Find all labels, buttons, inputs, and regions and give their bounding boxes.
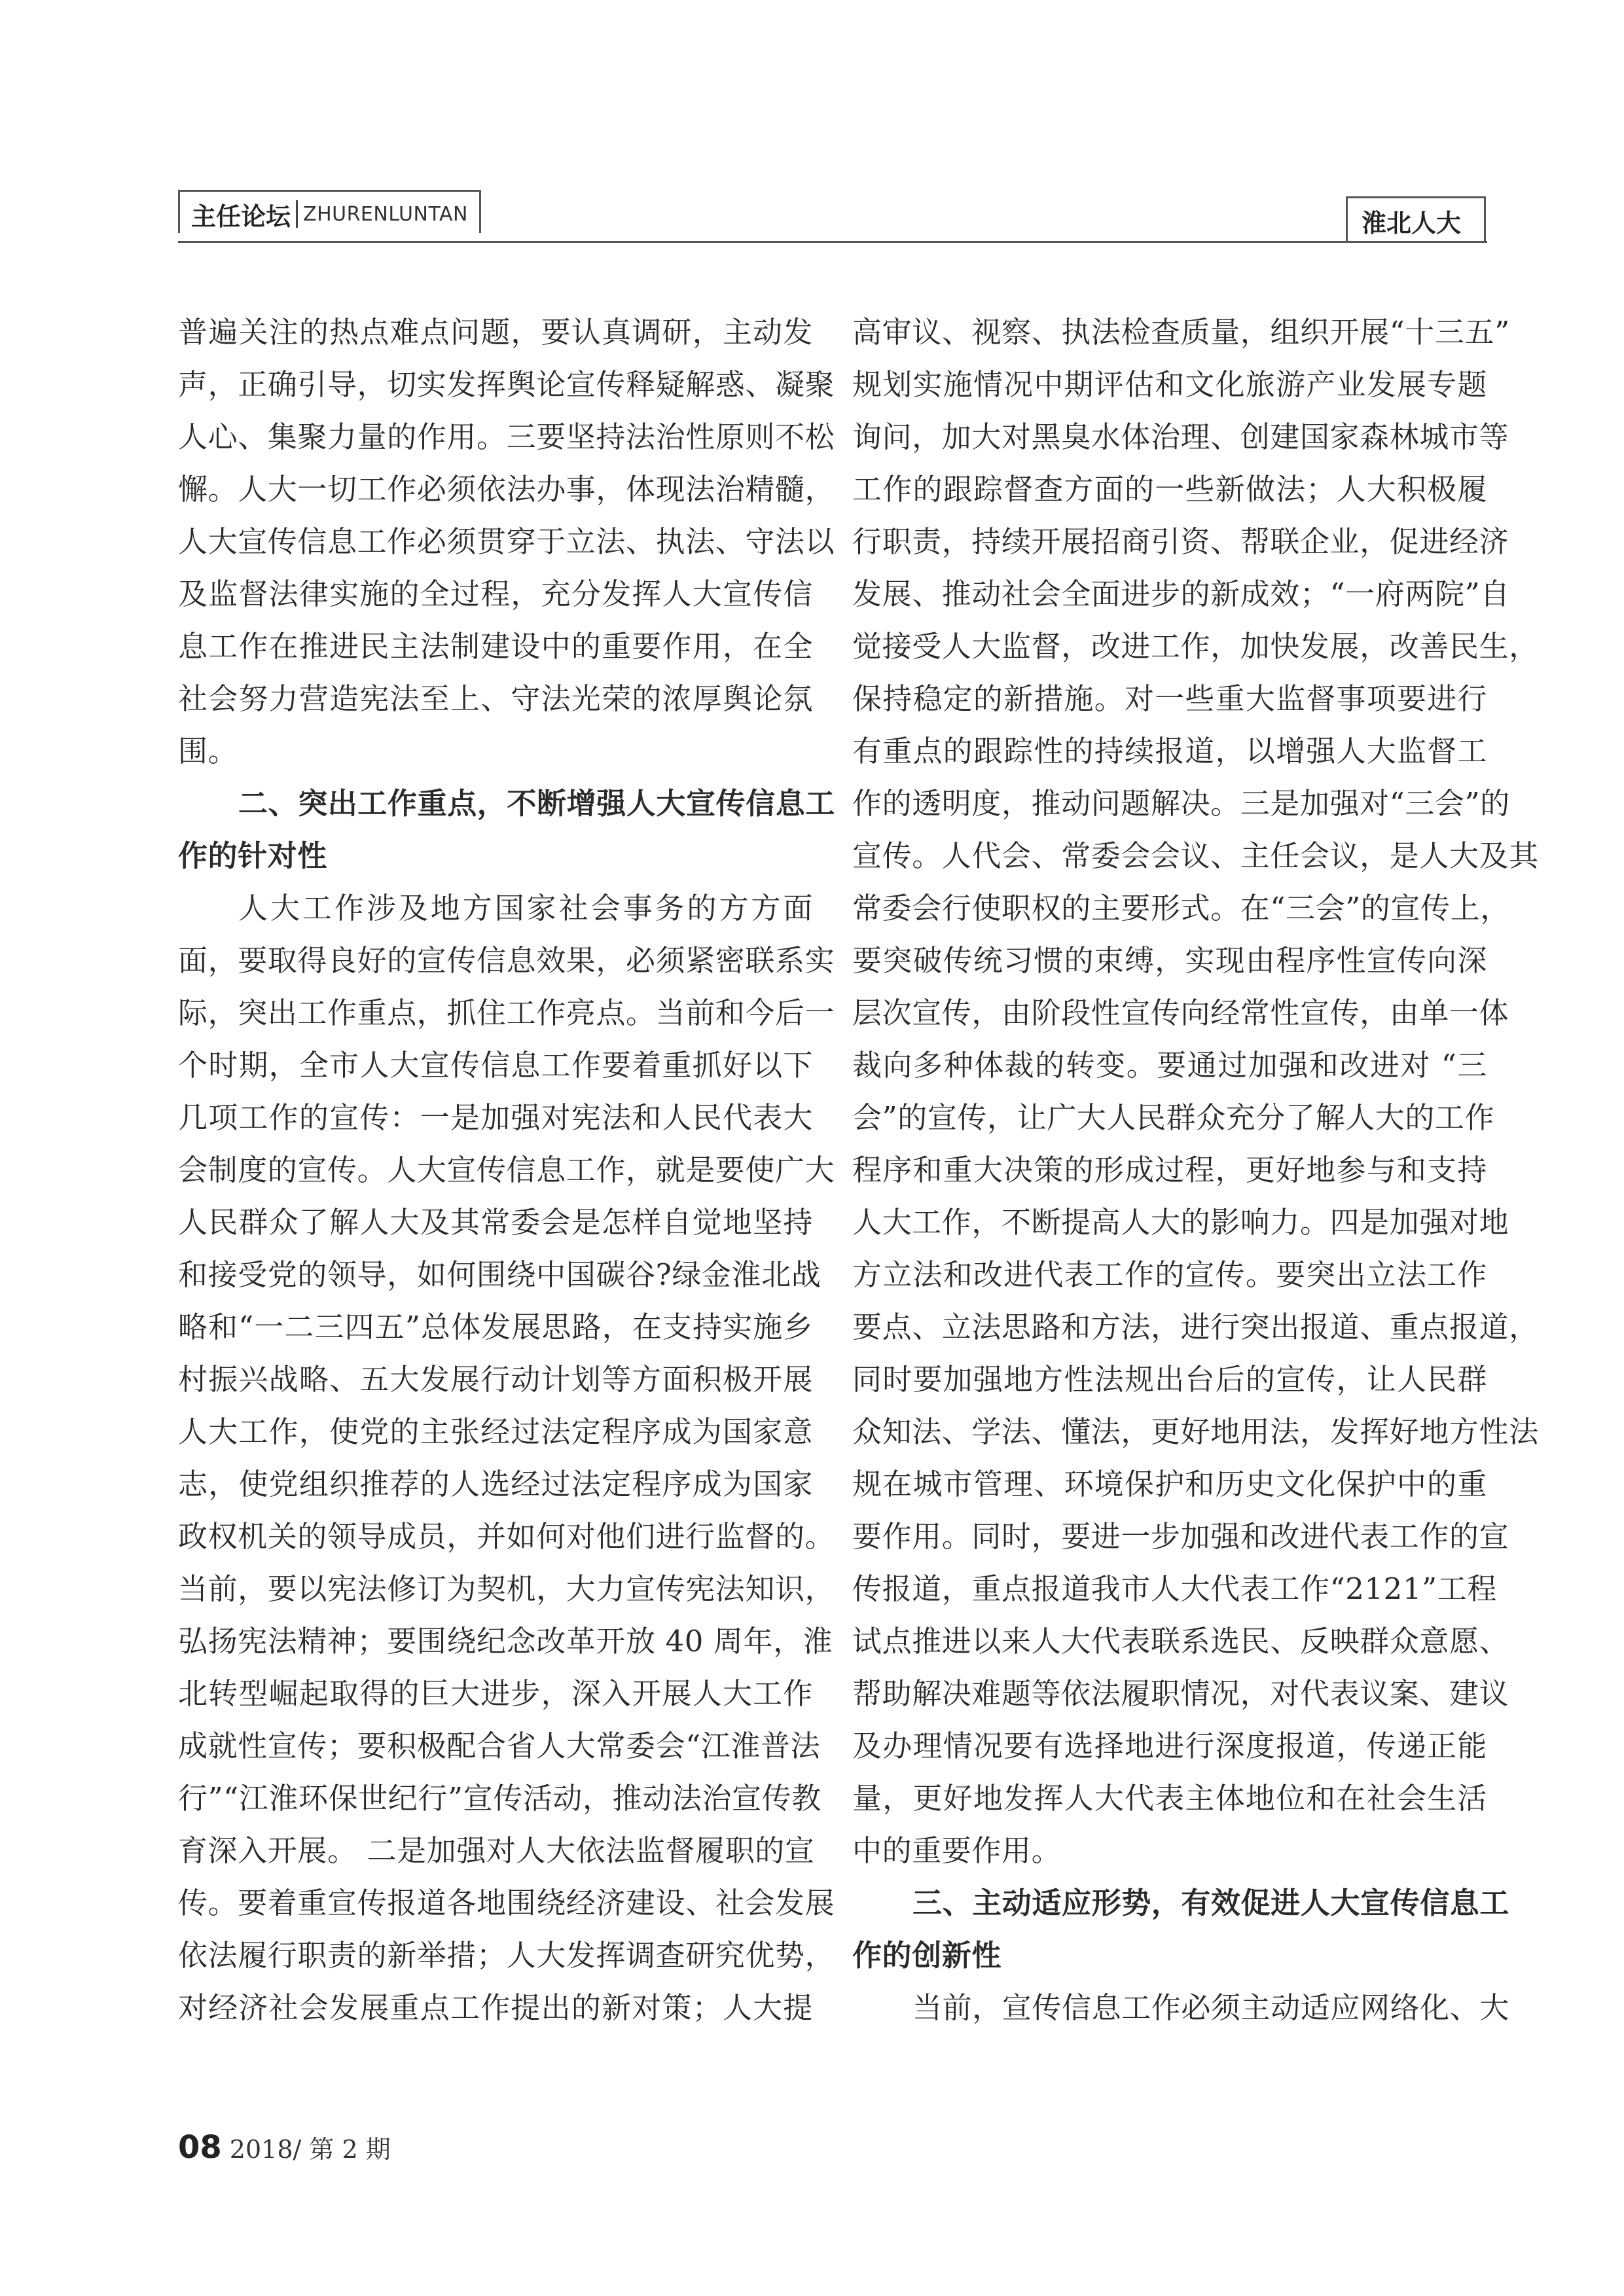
header-section-label — [191, 191, 468, 237]
text-line: 裁向多种体裁的转变。要通过加强和改进对 “三 — [852, 1048, 1487, 1083]
text-line: 要作用。同时，要进一步加强和改进代表工作的宣 — [852, 1519, 1509, 1554]
section-title-en: ZHURENLUNTAN — [303, 202, 468, 226]
text-line: 际，突出工作重点，抓住工作亮点。当前和今后一 — [178, 996, 835, 1030]
text-line: 弘扬宪法精神；要围绕纪念改革开放 40 周年，淮 — [178, 1624, 833, 1659]
section-heading: 作的创新性 — [852, 1938, 1002, 1973]
text-line: 传。要着重宣传报道各地围绕经济建设、社会发展 — [178, 1886, 835, 1920]
text-line: 询问，加大对黑臭水体治理、创建国家森林城市等 — [852, 420, 1509, 454]
text-line: 成就性宣传；要积极配合省人大常委会“江淮普法 — [178, 1729, 821, 1763]
text-line: 和接受党的领导，如何围绕中国碳谷?绿金淮北战 — [178, 1257, 821, 1292]
text-line: 人大宣传信息工作必须贯穿于立法、执法、守法以 — [178, 524, 835, 559]
text-line: 政权机关的领导成员，并如何对他们进行监督的。 — [178, 1519, 835, 1554]
right-column — [852, 306, 1539, 2034]
text-line: 社会努力营造宪法至上、守法光荣的浓厚舆论氛 — [178, 681, 813, 716]
text-line: 育深入开展。 二是加强对人大依法监督履职的宣 — [178, 1833, 815, 1868]
text-line: 息工作在推进民主法制建设中的重要作用，在全 — [178, 629, 813, 664]
text-line: 工作的跟踪督查方面的一些新做法；人大积极履 — [852, 472, 1487, 507]
text-line: 觉接受人大监督，改进工作，加快发展，改善民生， — [852, 629, 1539, 664]
text-line: 普遍关注的热点难点问题，要认真调研，主动发 — [178, 315, 813, 350]
text-line: 会”的宣传，让广大人民群众充分了解人大的工作 — [852, 1100, 1495, 1135]
text-line: 依法履行职责的新举措；人大发挥调查研究优势， — [178, 1938, 835, 1973]
text-line: 传报道，重点报道我市人大代表工作“2121”工程 — [852, 1571, 1497, 1606]
section-heading: 三、主动适应形势，有效促进人大宣传信息工 — [912, 1886, 1510, 1920]
text-line: 行职责，持续开展招商引资、帮联企业，促进经济 — [852, 524, 1509, 559]
text-line: 层次宣传，由阶段性宣传向经常性宣传，由单一体 — [852, 996, 1509, 1030]
text-line: 帮助解决难题等依法履职情况，对代表议案、建议 — [852, 1676, 1509, 1711]
left-column — [178, 306, 836, 2034]
text-line: 常委会行使职权的主要形式。在“三会”的宣传上， — [852, 891, 1510, 925]
text-line: 规在城市管理、环境保护和历史文化保护中的重 — [852, 1467, 1487, 1501]
text-line: 声，正确引导，切实发挥舆论宣传释疑解惑、凝聚 — [178, 367, 835, 402]
text-line: 几项工作的宣传：一是加强对宪法和人民代表大 — [178, 1100, 813, 1135]
issue-label: 2018/ 第 2 期 — [229, 2135, 391, 2164]
text-line: 会制度的宣传。人大宣传信息工作，就是要使广大 — [178, 1153, 835, 1187]
text-line: 当前，宣传信息工作必须主动适应网络化、大 — [912, 1990, 1510, 2025]
text-line: 围。 — [178, 734, 238, 768]
publication-name: 淮北人大 — [1362, 209, 1462, 238]
text-line: 试点推进以来人大代表联系选民、反映群众意愿、 — [852, 1624, 1509, 1659]
text-line: 人心、集聚力量的作用。三要坚持法治性原则不松 — [178, 420, 835, 454]
text-line: 及监督法律实施的全过程，充分发挥人大宣传信 — [178, 577, 813, 611]
text-line: 发展、推动社会全面进步的新成效；“一府两院”自 — [852, 577, 1510, 611]
text-line: 要突破传统习惯的束缚，实现由程序性宣传向深 — [852, 943, 1487, 978]
text-line: 人大工作，使党的主张经过法定程序成为国家意 — [178, 1414, 813, 1449]
text-line: 略和“一二三四五”总体发展思路，在支持实施乡 — [178, 1310, 813, 1344]
text-line: 保持稳定的新措施。对一些重大监督事项要进行 — [852, 681, 1487, 716]
text-line: 村振兴战略、五大发展行动计划等方面积极开展 — [178, 1362, 813, 1397]
text-line: 方立法和改进代表工作的宣传。要突出立法工作 — [852, 1257, 1487, 1292]
page-footer — [178, 2129, 391, 2166]
text-line: 高审议、视察、执法检查质量，组织开展“十三五” — [852, 315, 1510, 350]
text-line: 当前，要以宪法修订为契机，大力宣传宪法知识， — [178, 1571, 835, 1606]
page-number: 08 — [178, 2129, 222, 2166]
text-line: 志，使党组织推荐的人选经过法定程序成为国家 — [178, 1467, 813, 1501]
section-title-cn: 主任论坛 — [191, 202, 291, 231]
text-line: 宣传。人代会、常委会会议、主任会议，是人大及其 — [852, 838, 1539, 873]
text-line: 人大工作，不断提高人大的影响力。四是加强对地 — [852, 1205, 1509, 1240]
text-line: 行”“江淮环保世纪行”宣传活动，推动法治宣传教 — [178, 1781, 821, 1816]
text-line: 众知法、学法、懂法，更好地用法，发挥好地方性法 — [852, 1414, 1539, 1449]
text-line: 作的透明度，推动问题解决。三是加强对“三会”的 — [852, 786, 1510, 821]
text-line: 程序和重大决策的形成过程，更好地参与和支持 — [852, 1153, 1487, 1187]
text-line: 个时期，全市人大宣传信息工作要着重抓好以下 — [178, 1048, 813, 1083]
text-line: 人民群众了解人大及其常委会是怎样自觉地坚持 — [178, 1205, 813, 1240]
text-line: 北转型崛起取得的巨大进步，深入开展人大工作 — [178, 1676, 813, 1711]
text-line: 对经济社会发展重点工作提出的新对策；人大提 — [178, 1990, 813, 2025]
text-line: 懈。人大一切工作必须依法办事，体现法治精髓， — [178, 472, 835, 507]
section-divider — [296, 200, 298, 228]
text-line: 量，更好地发挥人大代表主体地位和在社会生活 — [852, 1781, 1487, 1816]
header-rule — [178, 241, 1487, 243]
text-line: 规划实施情况中期评估和文化旅游产业发展专题 — [852, 367, 1487, 402]
text-line: 有重点的跟踪性的持续报道，以增强人大监督工 — [852, 734, 1487, 768]
section-heading: 二、突出工作重点，不断增强人大宣传信息工 — [238, 786, 836, 821]
text-line: 中的重要作用。 — [852, 1833, 1062, 1868]
text-line: 及办理情况要有选择地进行深度报道，传递正能 — [852, 1729, 1487, 1763]
text-line: 要点、立法思路和方法，进行突出报道、重点报道， — [852, 1310, 1539, 1344]
text-line: 面，要取得良好的宣传信息效果，必须紧密联系实 — [178, 943, 835, 978]
section-heading: 作的针对性 — [178, 838, 328, 873]
text-line: 人大工作涉及地方国家社会事务的方方面 — [238, 891, 813, 925]
text-line: 同时要加强地方性法规出台后的宣传，让人民群 — [852, 1362, 1487, 1397]
